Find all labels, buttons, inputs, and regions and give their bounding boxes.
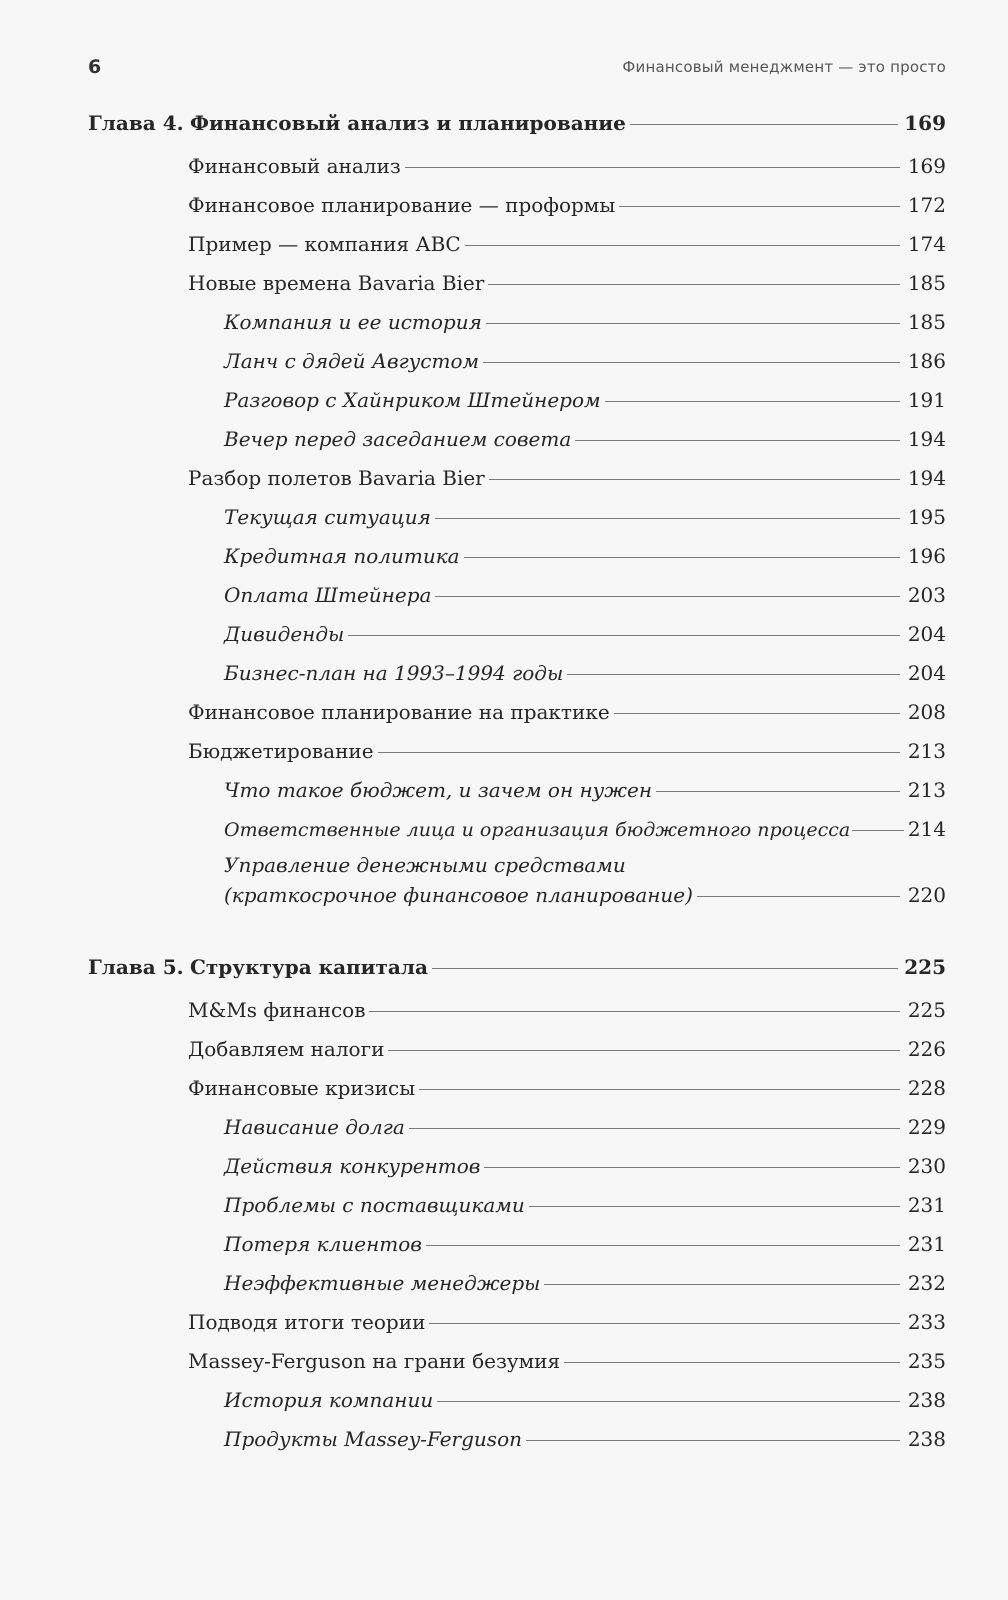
entry-title: Подводя итоги теории: [188, 1310, 426, 1334]
dot-leader: [614, 713, 900, 714]
entry-title: Финансовые кризисы: [188, 1076, 416, 1100]
entry-title: Компания и ее история: [224, 310, 482, 334]
entry-title: Проблемы с поставщиками: [224, 1193, 525, 1217]
dot-leader: [630, 124, 898, 125]
dot-leader: [605, 401, 900, 402]
dot-leader: [852, 830, 904, 831]
page-ref: 191: [907, 388, 946, 412]
chapter-prefix: Глава 5.: [88, 955, 184, 979]
entry-title: Финансовый анализ: [188, 154, 401, 178]
page-ref: 195: [907, 505, 946, 529]
toc-subentry: [224, 1424, 946, 1454]
toc-subentry: [224, 385, 946, 415]
dot-leader: [564, 1362, 900, 1363]
dot-leader: [697, 896, 900, 897]
dot-leader: [405, 167, 900, 168]
entry-title: Massey-Ferguson на грани безумия: [188, 1349, 561, 1373]
dot-leader: [484, 1167, 900, 1168]
page-ref: 238: [907, 1427, 946, 1451]
dot-leader: [435, 518, 900, 519]
chapter-prefix: Глава 4.: [88, 111, 184, 135]
page-number: 6: [88, 56, 102, 78]
page-ref: 185: [907, 310, 946, 334]
toc-entry: [188, 1073, 946, 1103]
toc-subentry: [224, 346, 946, 376]
entry-title: Неэффективные менеджеры: [224, 1271, 541, 1295]
toc-subentry: [224, 1385, 946, 1415]
dot-leader: [567, 674, 900, 675]
toc-entry: [188, 995, 946, 1025]
page-ref: 238: [907, 1388, 946, 1412]
toc-subentry-multiline: [224, 850, 946, 910]
dot-leader: [483, 362, 900, 363]
toc-entry: [188, 1034, 946, 1064]
dot-leader: [419, 1089, 900, 1090]
page-ref: 232: [907, 1271, 946, 1295]
entry-title: M&Ms финансов: [188, 998, 366, 1022]
entry-title: Нависание долга: [224, 1115, 405, 1139]
page-ref: 169: [907, 154, 946, 178]
dot-leader: [529, 1206, 900, 1207]
page-ref: 226: [907, 1037, 946, 1061]
entry-title: Добавляем налоги: [188, 1037, 385, 1061]
toc-entry: [188, 268, 946, 298]
dot-leader: [619, 206, 900, 207]
toc-subentry: [224, 619, 946, 649]
chapter-title: Структура капитала: [190, 955, 428, 979]
dot-leader: [426, 1245, 900, 1246]
page-ref: 208: [907, 700, 946, 724]
entry-title-line2: (краткосрочное финансовое планирование): [224, 883, 693, 907]
page-ref: 185: [907, 271, 946, 295]
entry-title: Ланч с дядей Августом: [224, 349, 480, 373]
running-title: Финансовый менеджмент — это просто: [622, 58, 946, 76]
page-ref: 233: [907, 1310, 946, 1334]
page-ref: 169: [904, 111, 946, 135]
dot-leader: [544, 1284, 900, 1285]
entry-title: Кредитная политика: [224, 544, 460, 568]
entry-title: Финансовое планирование на практике: [188, 700, 610, 724]
page-ref: 213: [907, 739, 946, 763]
dot-leader: [409, 1128, 900, 1129]
dot-leader: [378, 752, 900, 753]
entry-title-line1: Управление денежными средствами: [224, 853, 626, 877]
toc-subentry: [224, 307, 946, 337]
page-ref: 172: [907, 193, 946, 217]
page-ref: 186: [907, 349, 946, 373]
entry-title: Действия конкурентов: [224, 1154, 481, 1178]
page-ref: 214: [907, 817, 946, 841]
toc-entry: [188, 190, 946, 220]
page-ref: 225: [904, 955, 946, 979]
entry-title: История компании: [224, 1388, 434, 1412]
entry-title: Ответственные лица и организация бюджетного процесса: [224, 819, 851, 841]
entry-title: Разбор полетов Bavaria Bier: [188, 466, 485, 490]
toc-entry: [188, 1346, 946, 1376]
toc-subentry: [224, 502, 946, 532]
toc-subentry: [224, 814, 946, 844]
chapter-4-heading: [88, 108, 946, 138]
page-ref: 196: [907, 544, 946, 568]
dot-leader: [388, 1050, 900, 1051]
dot-leader: [486, 323, 900, 324]
page-ref: 204: [907, 661, 946, 685]
page-ref: 231: [907, 1193, 946, 1217]
page-ref: 174: [907, 232, 946, 256]
toc-subentry: [224, 1190, 946, 1220]
entry-title: Финансовое планирование — проформы: [188, 193, 616, 217]
toc-entry: [188, 463, 946, 493]
entry-title: Оплата Штейнера: [224, 583, 432, 607]
dot-leader: [656, 791, 900, 792]
dot-leader: [489, 479, 900, 480]
chapter-title: Финансовый анализ и планирование: [190, 111, 626, 135]
toc-entry: [188, 736, 946, 766]
page-ref: 213: [907, 778, 946, 802]
dot-leader: [464, 557, 900, 558]
page-ref: 194: [907, 427, 946, 451]
toc-subentry: [224, 541, 946, 571]
entry-title: Разговор с Хайнриком Штейнером: [224, 388, 601, 412]
toc-entry: [188, 697, 946, 727]
dot-leader: [526, 1440, 900, 1441]
toc-subentry: [224, 775, 946, 805]
toc-entry: [188, 229, 946, 259]
chapter-5-heading: [88, 952, 946, 982]
entry-title: Пример — компания АВС: [188, 232, 461, 256]
page-ref: 230: [907, 1154, 946, 1178]
page-ref: 235: [907, 1349, 946, 1373]
toc-subentry: [224, 1151, 946, 1181]
toc-subentry: [224, 1112, 946, 1142]
entry-title: Вечер перед заседанием совета: [224, 427, 572, 451]
page-ref: 204: [907, 622, 946, 646]
entry-title: Бизнес-план на 1993–1994 годы: [224, 661, 564, 685]
toc-subentry: [224, 1229, 946, 1259]
page-ref: 231: [907, 1232, 946, 1256]
entry-title: Продукты Massey-Ferguson: [224, 1427, 522, 1451]
dot-leader: [437, 1401, 900, 1402]
page-ref: 225: [907, 998, 946, 1022]
page-ref: 228: [907, 1076, 946, 1100]
page-ref: 194: [907, 466, 946, 490]
dot-leader: [348, 635, 900, 636]
toc-subentry: [224, 1268, 946, 1298]
dot-leader: [465, 245, 900, 246]
dot-leader: [575, 440, 900, 441]
dot-leader: [488, 284, 900, 285]
entry-title: Дивиденды: [224, 622, 345, 646]
toc-subentry: [224, 424, 946, 454]
page-ref: 220: [907, 883, 946, 907]
entry-title: Новые времена Bavaria Bier: [188, 271, 485, 295]
dot-leader: [429, 1323, 900, 1324]
toc-entry: [188, 151, 946, 181]
dot-leader: [432, 968, 898, 969]
page-ref: 203: [907, 583, 946, 607]
toc-subentry: [224, 658, 946, 688]
toc-subentry: [224, 580, 946, 610]
dot-leader: [435, 596, 900, 597]
page-header: [88, 56, 946, 84]
toc-entry: [188, 1307, 946, 1337]
page-ref: 229: [907, 1115, 946, 1139]
entry-title: Что такое бюджет, и зачем он нужен: [224, 778, 653, 802]
entry-title: Потеря клиентов: [224, 1232, 422, 1256]
entry-title: Текущая ситуация: [224, 505, 431, 529]
dot-leader: [369, 1011, 900, 1012]
entry-title: Бюджетирование: [188, 739, 374, 763]
